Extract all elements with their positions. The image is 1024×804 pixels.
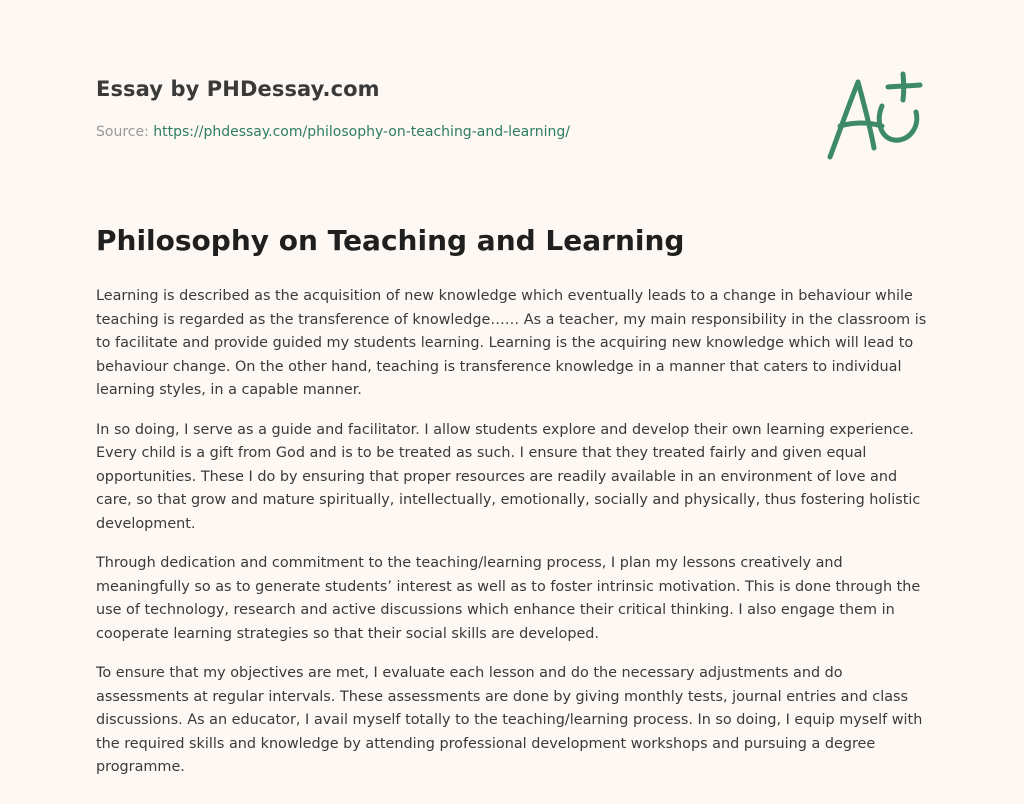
essay-title: Philosophy on Teaching and Learning	[96, 224, 685, 257]
paragraph: In so doing, I serve as a guide and facilitator. I allow students explore and develop their own learning experience. Every child is a gift from God and is to be treated as such. I ensure that they treated fairly and given equal opportunities. These I do by ensuring that proper resources are readily available in an environment of love and care, so that grow and mature spiritually, intellectually, emotionally, socially and physically, thus fostering holistic development.	[96, 421, 921, 532]
paragraph: To ensure that my objectives are met, I evaluate each lesson and do the necessary adjustments and do assessments at regular intervals. These assessments are done by giving monthly tests, journal entries and class discussions. As an educator, I avail myself totally to the teaching/learning process. In so doing, I equip myself with the required skills and knowledge by attending professional development workshops and pursuing a degree programme.	[96, 665, 923, 775]
source-line	[96, 124, 570, 140]
paragraph: Through dedication and commitment to the teaching/learning process, I plan my lessons creatively and meaningfully so as to generate students’ interest as well as to foster intrinsic motivation. This is done through the use of technology, research and active discussions which enhance their critical thinking. I also engage them in cooperate learning strategies so that their social skills are developed.	[96, 555, 921, 642]
source-label: Source:	[96, 124, 154, 140]
essay-body	[96, 285, 928, 796]
paragraph: Learning is described as the acquisition of new knowledge which eventually leads to a change in behaviour while teaching is regarded as the transference of knowledge…… As a teacher, my main responsibility in the classroom is to facilitate and provide guided my students learning. Learning is the acquiring new knowledge which will lead to behaviour change. On the other hand, teaching is transference knowledge in a manner that caters to individual learning styles, in a capable manner.	[96, 288, 927, 398]
brand-title: Essay by PHDessay.com	[96, 77, 380, 101]
a-plus-logo-icon	[824, 68, 928, 164]
source-link[interactable]: https://phdessay.com/philosophy-on-teaching-and-learning/	[153, 124, 570, 140]
